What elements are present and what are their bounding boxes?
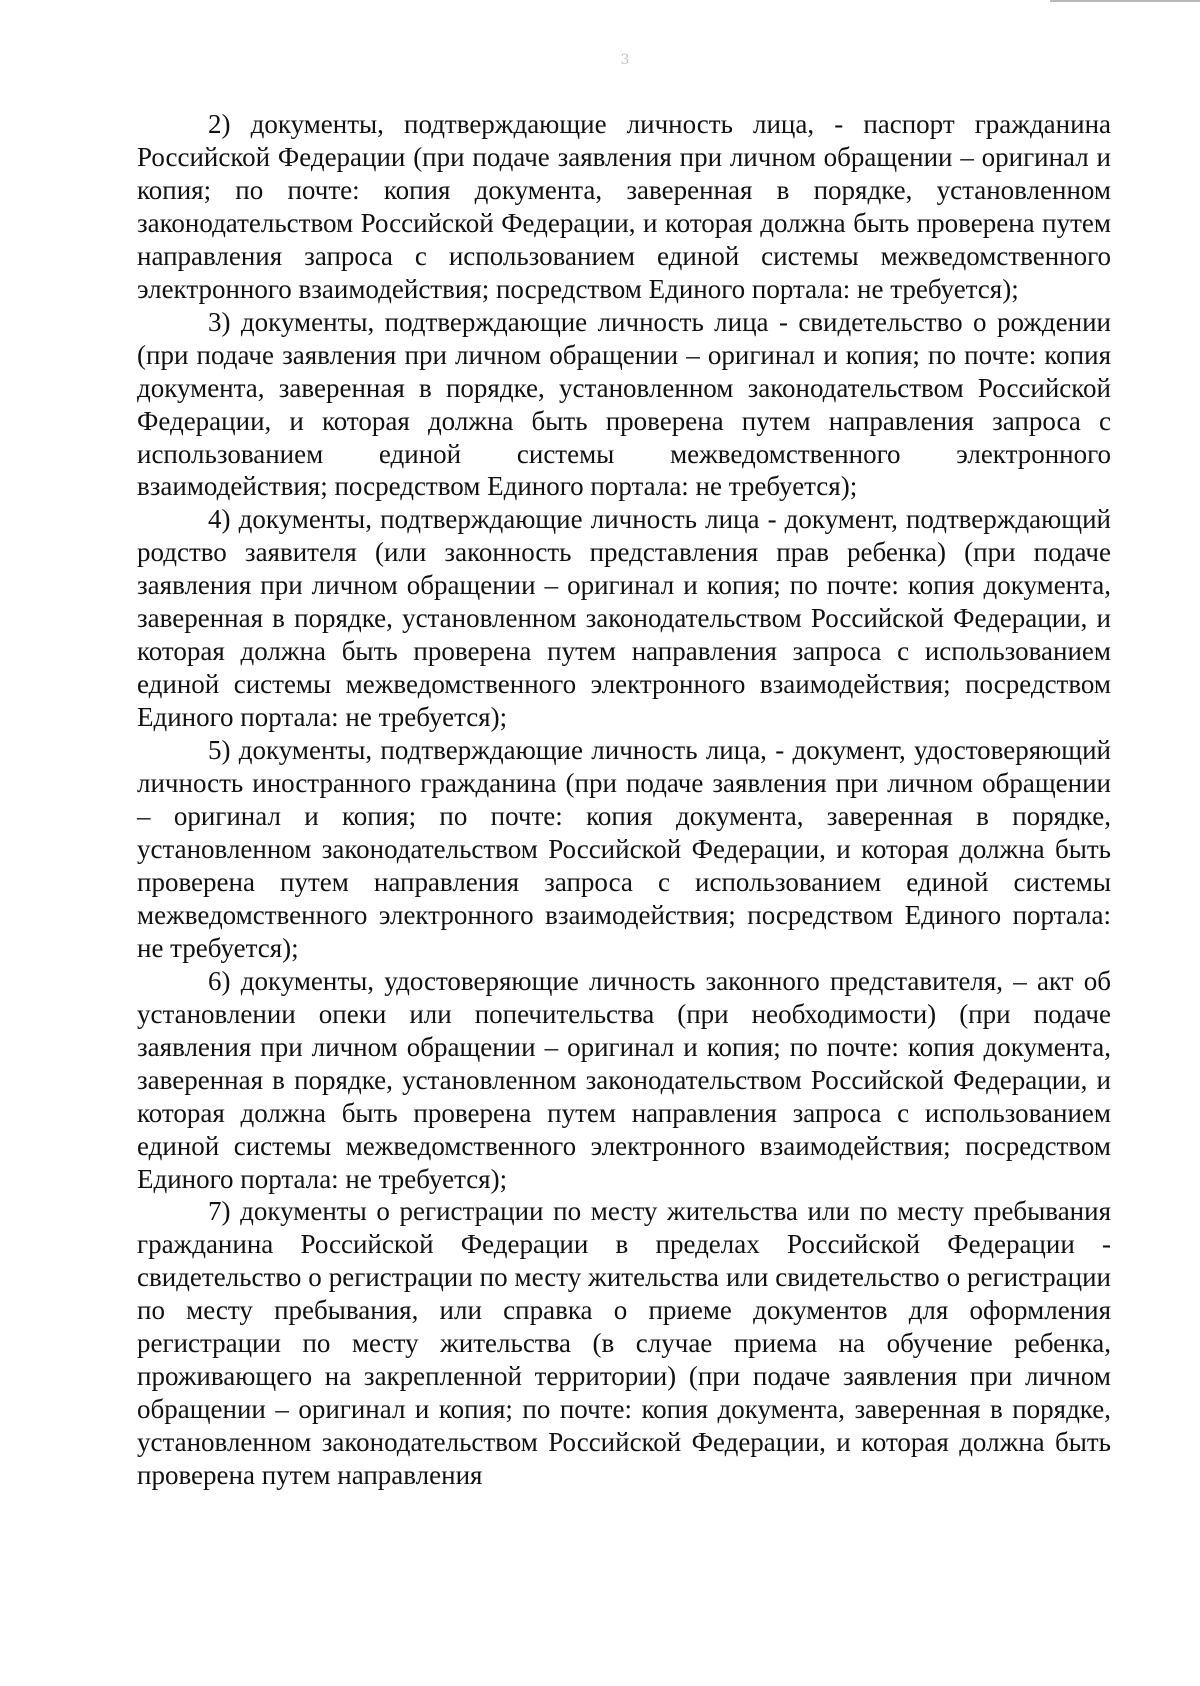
paragraph-item-7: 7) документы о регистрации по месту жительства или по месту пребывания гражданина Российской Федерации в пределах Российской Федерации - свидетельство о регистрации по месту жительства или свидетельство о регистрации по месту пребывания, или справка о приеме документов для оформления регистрации по месту жительства (в случае приема на обучение ребенка, проживающего на закрепленной территории) (при подаче заявления при личном обращении – оригинал и копия; по почте: копия документа, заверенная в порядке, установленном законодательством Российской Федерации, и которая должна быть проверена путем направления [137,1196,1111,1491]
paragraph-item-5: 5) документы, подтверждающие личность лица, - документ, удостоверяющий личность иностранного гражданина (при подаче заявления при личном обращении – оригинал и копия; по почте: копия документа, заверенная в порядке, установленном законодательством Российской Федерации, и которая должна быть проверена путем направления запроса с использованием единой системы межведомственного электронного взаимодействия; посредством Единого портала: не требуется); [137,735,1111,963]
paragraph-item-2: 2) документы, подтверждающие личность лица, - паспорт гражданина Российской Федерации (при подаче заявления при личном обращении – оригинал и копия; по почте: копия документа, заверенная в порядке, установленном законодательством Российской Федерации, и которая должна быть проверена путем направления запроса с использованием единой системы межведомственного электронного взаимодействия; посредством Единого портала: не требуется); [137,109,1111,304]
paragraph-item-6: 6) документы, удостоверяющие личность законного представителя, – акт об установлении опеки или попечительства (при необходимости) (при подаче заявления при личном обращении – оригинал и копия; по почте: копия документа, заверенная в порядке, установленном законодательством Российской Федерации, и которая должна быть проверена путем направления запроса с использованием единой системы межведомственного электронного взаимодействия; посредством Единого портала: не требуется); [137,965,1111,1194]
page-number: 3 [620,52,630,68]
document-body [137,108,1111,1492]
scan-edge-mark [1050,0,1200,2]
paragraph-item-4: 4) документы, подтверждающие личность лица - документ, подтверждающий родство заявителя (или законность представления прав ребенка) (при подаче заявления при личном обращении – оригинал и копия; по почте: копия документа, заверенная в порядке, установленном законодательством Российской Федерации, и которая должна быть проверена путем направления запроса с использованием единой системы межведомственного электронного взаимодействия; посредством Единого портала: не требуется); [137,504,1111,733]
paragraph-item-3: 3) документы, подтверждающие личность лица - свидетельство о рождении (при подаче заявления при личном обращении – оригинал и копия; по почте: копия документа, заверенная в порядке, установленном законодательством Российской Федерации, и которая должна быть проверена путем направления запроса с использованием единой системы межведомственного электронного взаимодействия; посредством Единого портала: не требуется); [137,306,1111,502]
